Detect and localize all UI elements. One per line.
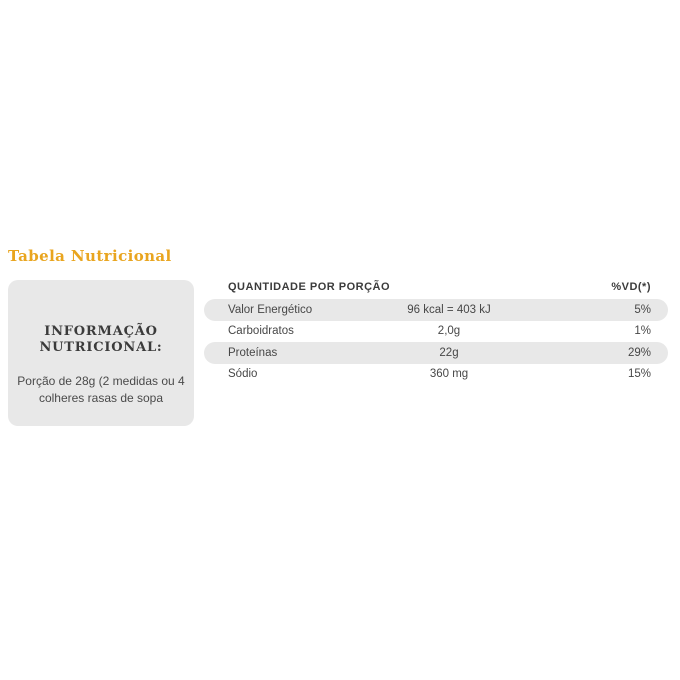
nutrient-dv: 29% bbox=[627, 346, 651, 359]
section-heading: Tabela Nutricional bbox=[8, 247, 172, 265]
nutrient-amount: 22g bbox=[439, 346, 459, 359]
portion-description bbox=[8, 373, 194, 407]
table-header-row bbox=[204, 281, 668, 299]
nutrition-info-box bbox=[8, 280, 194, 426]
nutrient-dv: 1% bbox=[634, 325, 651, 338]
nutrient-dv: 5% bbox=[634, 303, 651, 316]
table-row-protein bbox=[204, 342, 668, 364]
column-header-quantity: QUANTIDADE POR PORÇÃO bbox=[228, 281, 391, 293]
table-row-carbs bbox=[204, 321, 668, 343]
nutrition-table bbox=[204, 281, 668, 385]
nutrient-name: Valor Energético bbox=[228, 303, 313, 316]
info-title-line1: INFORMAÇÃO bbox=[44, 324, 158, 339]
nutrient-name: Proteínas bbox=[228, 346, 278, 359]
info-title-line2: NUTRICIONAL: bbox=[39, 340, 163, 355]
table-row-energy bbox=[204, 299, 668, 321]
nutrient-amount: 360 mg bbox=[429, 368, 469, 381]
nutrient-name: Carboidratos bbox=[228, 325, 294, 338]
nutrient-name: Sódio bbox=[228, 368, 258, 381]
portion-line1: Porção de 28g (2 medidas ou 4 bbox=[17, 374, 185, 388]
portion-line2: colheres rasas de sopa bbox=[38, 391, 164, 405]
info-box-title bbox=[8, 324, 194, 356]
nutrient-amount: 2,0g bbox=[437, 325, 461, 338]
table-row-sodium bbox=[204, 364, 668, 386]
column-header-dv: %VD(*) bbox=[611, 281, 651, 293]
nutrient-dv: 15% bbox=[627, 368, 651, 381]
nutrient-amount: 96 kcal = 403 kJ bbox=[407, 303, 491, 316]
